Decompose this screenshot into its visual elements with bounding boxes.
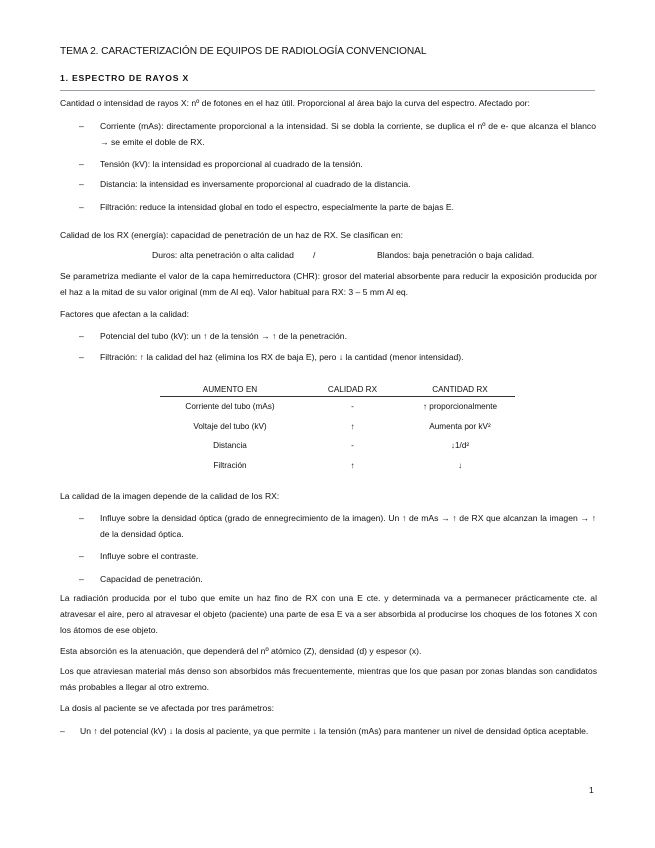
bullet-dash: – <box>79 121 84 131</box>
bullet-dash: – <box>79 551 84 561</box>
bullet-dash: – <box>60 726 65 736</box>
bullet-dash: – <box>79 159 84 169</box>
table-cell: Aumenta por kV² <box>429 421 491 431</box>
table-cell: ↓1/d² <box>450 441 470 451</box>
radiacion-paragraph: La radiación producida por el tubo que emite un haz fino de RX con una E cte. y determinada va a permanecer prácticamente cte. al atravesar el aire, pero al atravesar el objeto (paciente) una parte de esa E va a ser absorbida al producirse los choques de los fotones X con los átomos de ese objeto. <box>60 593 597 635</box>
atenuacion-paragraph: Esta absorción es la atenuación, que dependerá del nº atómico (Z), densidad (d) y espesor (x). <box>60 646 422 656</box>
list-item: Corriente (mAs): directamente proporcional a la intensidad. Si se dobla la corriente, se duplica el nº de e- que alcanza el blanco → se emite el doble de RX. <box>100 121 596 147</box>
table-cell: Voltaje del tubo (kV) <box>193 421 267 431</box>
table-row <box>160 417 515 437</box>
table-cell: - <box>351 402 354 412</box>
section-divider <box>60 90 595 91</box>
bullet-dash: – <box>79 331 84 341</box>
table-cell: ↓ <box>457 460 463 470</box>
list-item: Influye sobre el contraste. <box>100 551 199 561</box>
table-cell: Distancia <box>213 441 247 451</box>
bullet-dash: – <box>79 574 84 584</box>
page-number: 1 <box>589 785 594 795</box>
table-row <box>160 397 515 417</box>
atraviesan-paragraph: Los que atraviesan material más denso son absorbidos más frecuentemente, mientras que los que pasan por zonas blandas son candidatos más probables a llegar al otro extremo. <box>60 666 597 692</box>
intro-paragraph: Cantidad o intensidad de rayos X: nº de fotones en el haz útil. Proporcional al área bajo la curva del espectro. Afectado por: <box>60 98 530 108</box>
table-header: CANTIDAD RX <box>405 383 515 397</box>
dosis-paragraph: La dosis al paciente se ve afectada por tres parámetros: <box>60 703 275 713</box>
bullet-dash: – <box>79 352 84 362</box>
blandos-label: Blandos: baja penetración o baja calidad. <box>377 250 535 260</box>
section-heading: 1. ESPECTRO DE RAYOS X <box>60 73 190 83</box>
list-item: Influye sobre la densidad óptica (grado de ennegrecimiento de la imagen). Un ↑ de mAs → ↑ de RX que alcanzan la imagen → ↑ de la densidad óptica. <box>100 513 596 539</box>
table-cell: ↑ <box>350 460 355 470</box>
list-item: Potencial del tubo (kV): un ↑ de la tensión → ↑ de la penetración. <box>100 331 347 341</box>
list-item: Filtración: reduce la intensidad global en todo el espectro, especialmente la parte de bajas E. <box>100 202 454 212</box>
bullet-dash: – <box>79 179 84 189</box>
list-item: Filtración: ↑ la calidad del haz (elimina los RX de baja E), pero ↓ la cantidad (menor intensidad). <box>100 352 464 362</box>
bullet-dash: – <box>79 513 84 523</box>
slash-separator: / <box>313 250 316 260</box>
duros-label: Duros: alta penetración o alta calidad <box>152 250 294 260</box>
calidad-paragraph: Calidad de los RX (energía): capacidad de penetración de un haz de RX. Se clasifican en: <box>60 230 404 240</box>
comparison-table <box>160 383 515 475</box>
table-row <box>160 456 515 476</box>
list-item: Un ↑ del potencial (kV) ↓ la dosis al paciente, ya que permite ↓ la tensión (mAs) para mantener un nivel de densidad óptica aceptable. <box>80 726 589 736</box>
table-header: CALIDAD RX <box>300 383 405 397</box>
table-header: AUMENTO EN <box>160 383 300 397</box>
list-item: Tensión (kV): la intensidad es proporcional al cuadrado de la tensión. <box>100 159 363 169</box>
bullet-dash: – <box>79 202 84 212</box>
table-cell: Filtración <box>213 460 247 470</box>
list-item: Distancia: la intensidad es inversamente proporcional al cuadrado de la distancia. <box>100 179 411 189</box>
chr-paragraph: Se parametriza mediante el valor de la capa hemirreductora (CHR): grosor del material absorbente para reducir la exposición producida por el haz a la mitad de su valor original (mm de Al eq). Valor habitual para RX: 3 – 5 mm Al eq. <box>60 271 597 297</box>
table-cell: ↑ proporcionalmente <box>422 402 498 412</box>
table-cell: Corriente del tubo (mAs) <box>185 402 275 412</box>
imagen-paragraph: La calidad de la imagen depende de la calidad de los RX: <box>60 491 280 501</box>
list-item: Capacidad de penetración. <box>100 574 203 584</box>
table-row <box>160 436 515 456</box>
document-title: TEMA 2. CARACTERIZACIÓN DE EQUIPOS DE RADIOLOGÍA CONVENCIONAL <box>60 46 427 57</box>
table-cell: - <box>351 441 354 451</box>
factores-calidad-heading: Factores que afectan a la calidad: <box>60 309 189 319</box>
table-header-row <box>160 383 515 397</box>
table-cell: ↑ <box>350 421 355 431</box>
